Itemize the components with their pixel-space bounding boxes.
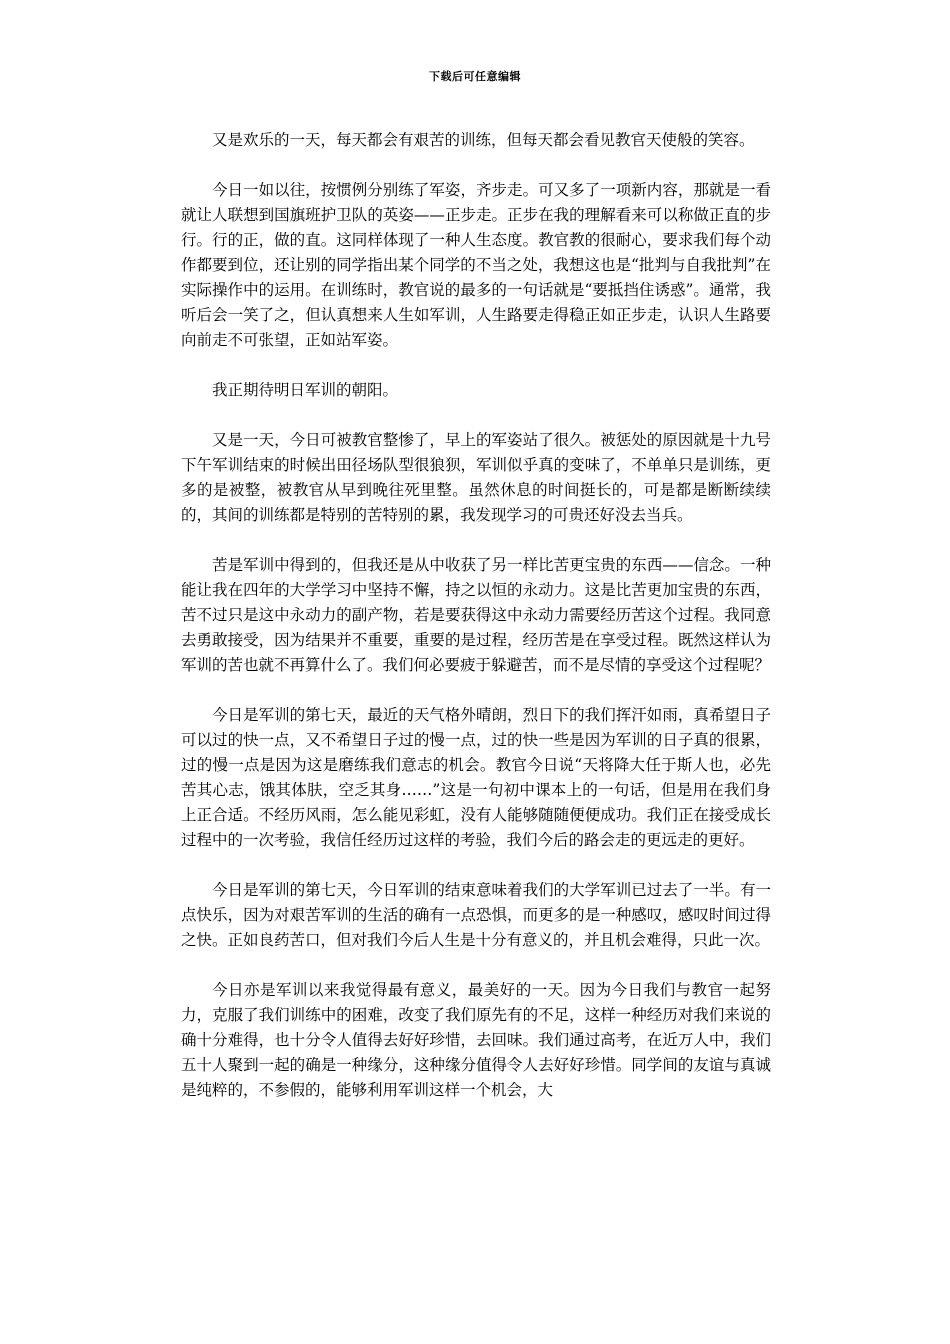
- paragraph: 今日一如以往，按惯例分别练了军姿，齐步走。可又多了一项新内容，那就是一看就让人联想到国旗班护卫队的英姿——正步走。正步在我的理解看来可以称做正直的步行。行的正，做的直。这同样体现了一种人生态度。教官教的很耐心，要求我们每个动作都要到位，还让别的同学指出某个同学的不当之处，我想这也是“批判与自我批判”在实际操作中的运用。在训练时，教官说的最多的一句话就是“要抵挡住诱惑”。通常，我听后会一笑了之，但认真想来人生如军训，人生路要走得稳正如正步走，认识人生路要向前走不可张望，正如站军姿。: [181, 181, 771, 349]
- paragraph: 又是一天，今日可被教官整惨了，早上的军姿站了很久。被惩处的原因就是十九号下午军训结束的时候出田径场队型很狼狈，军训似乎真的变味了，不单单只是训练，更多的是被整，被教官从早到晚往死里整。虽然休息的时间挺长的，可是都是断断续续的，其间的训练都是特别的苦特别的累，我发现学习的可贵还好没去当兵。: [181, 431, 771, 524]
- paragraph: 今日亦是军训以来我觉得最有意义，最美好的一天。因为今日我们与教官一起努力，克服了我们训练中的困难，改变了我们原先有的不足，这样一种经历对我们来说的确十分难得，也十分令人值得去好好珍惜，去回味。我们通过高考，在近万人中，我们五十人聚到一起的确是一种缘分，这种缘分值得令人去好好珍惜。同学间的友谊与真诚是纯粹的，不参假的，能够利用军训这样一个机会，大: [181, 981, 771, 1099]
- document-body: [181, 128, 771, 1128]
- paragraph: 又是欢乐的一天，每天都会有艰苦的训练，但每天都会看见教官天使般的笑容。: [212, 131, 755, 149]
- paragraph: 苦是军训中得到的，但我还是从中收获了另一样比苦更宝贵的东西——信念。一种能让我在四年的大学学习中坚持不懈，持之以恒的永动力。这是比苦更加宝贵的东西，苦不过只是这中永动力的副产物，若是要获得这中永动力需要经历苦这个过程。我同意去勇敢接受，因为结果并不重要，重要的是过程，经历苦是在享受过程。既然这样认为军训的苦也就不再算什么了。我们何必要疲于躲避苦，而不是尽情的享受这个过程呢？: [181, 556, 771, 674]
- paragraph: 今日是军训的第七天，最近的天气格外晴朗，烈日下的我们挥汗如雨，真希望日子可以过的快一点，又不希望日子过的慢一点，过的快一些是因为军训的日子真的很累，过的慢一点是因为这是磨练我们意志的机会。教官今日说“天将降大任于斯人也，必先苦其心志，饿其体肤，空乏其身……”这是一句初中课本上的一句话，但是用在我们身上正合适。不经历风雨，怎么能见彩虹，没有人能够随随便便成功。我们正在接受成长过程中的一次考验，我信任经历过这样的考验，我们今后的路会走的更远走的更好。: [181, 706, 771, 849]
- header-note: 下载后可任意编辑: [429, 70, 521, 83]
- paragraph: 我正期待明日军训的朝阳。: [212, 381, 399, 399]
- paragraph: 今日是军训的第七天，今日军训的结束意味着我们的大学军训已过去了一半。有一点快乐，因为对艰苦军训的生活的确有一点恐惧，而更多的是一种感叹，感叹时间过得之快。正如良药苦口，但对我们今后人生是十分有意义的，并且机会难得，只此一次。: [181, 881, 771, 949]
